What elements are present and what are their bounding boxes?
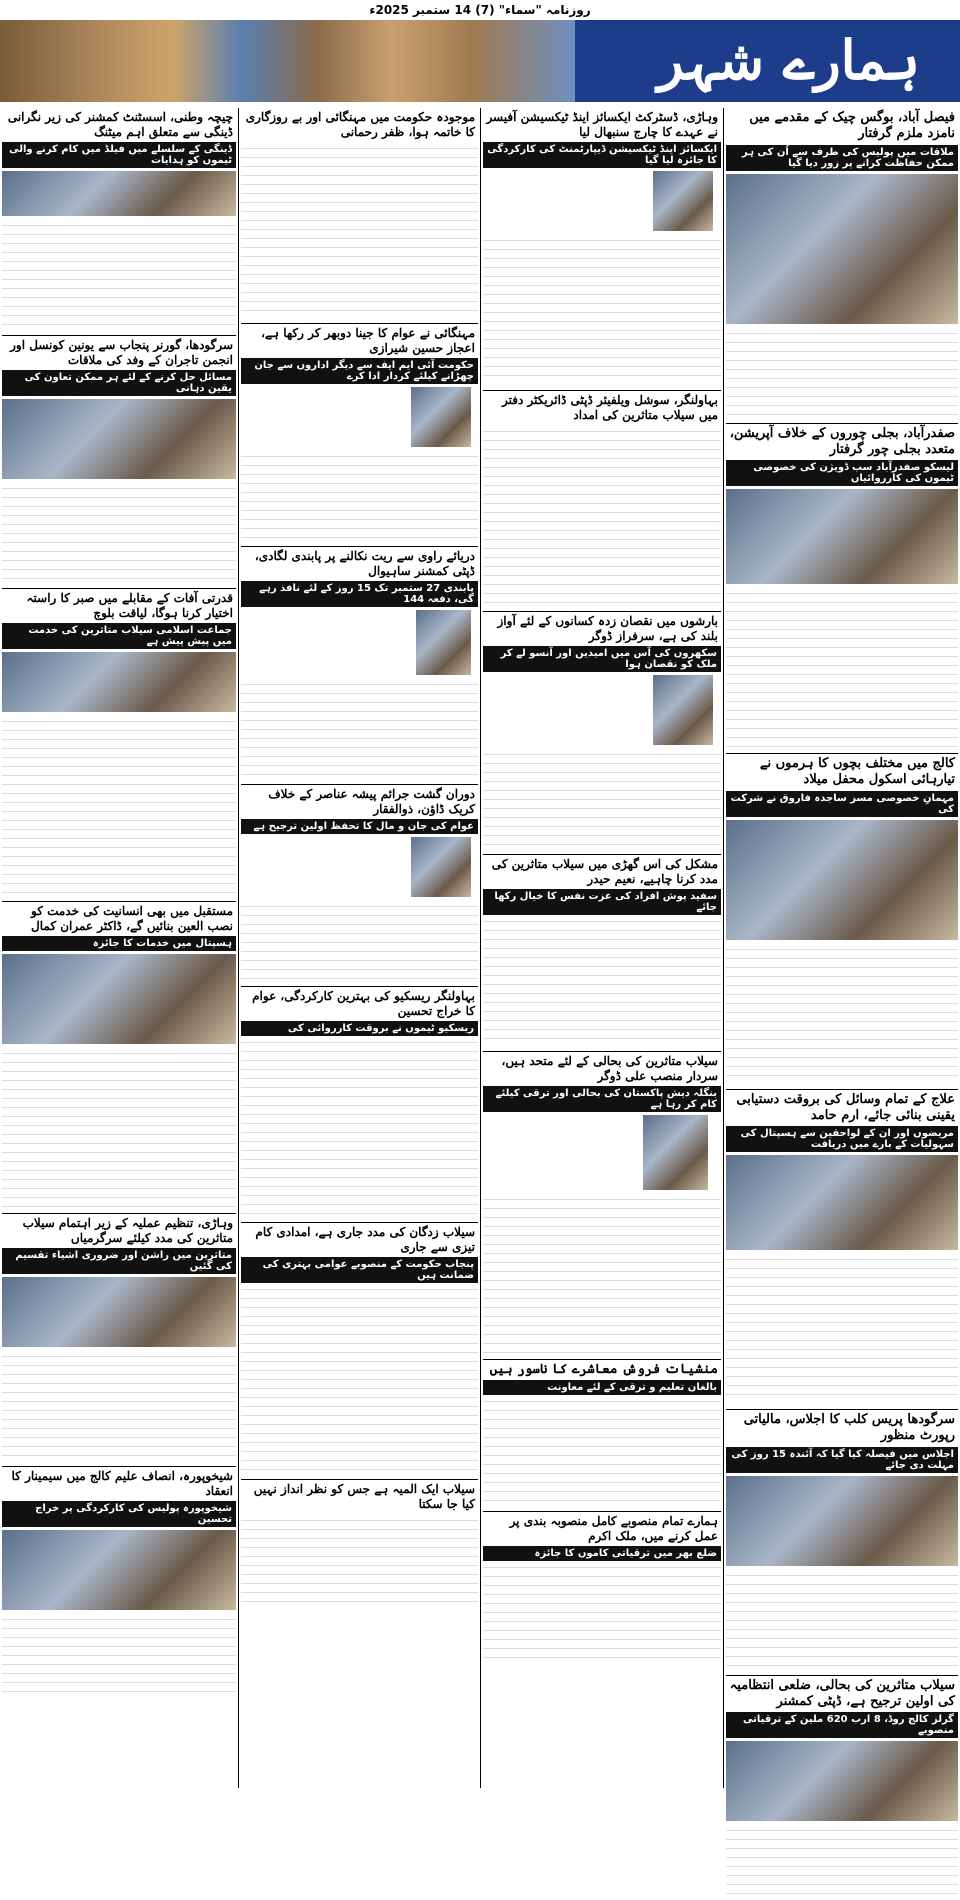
news-photo: [653, 675, 713, 745]
article-body: [726, 587, 958, 747]
headline: سیلاب زدگان کی مدد جاری ہے، امدادی کام تیزی سے جاری: [255, 1225, 475, 1254]
column-4: [2, 108, 236, 1699]
subheadline: گرلز کالج روڈ، 8 ارب 620 ملین کے ترقیاتی منصوبے: [726, 1712, 958, 1738]
city-collage-image: [0, 20, 575, 102]
article-body: [483, 915, 721, 1045]
column-divider: [238, 108, 239, 1788]
article: [241, 546, 478, 778]
article-body: [241, 1283, 478, 1473]
subheadline: پنجاب حکومت کے منصوبے عوامی بہتری کی ضمانت ہیں: [241, 1257, 478, 1283]
headline: مہنگائی نے عوام کا جینا دوبھر کر رکھا ہے، اعجاز حسین شیرازی: [261, 326, 475, 355]
article: [726, 1409, 958, 1669]
article: [2, 1213, 236, 1460]
subheadline: شیخوپورہ پولیس کی کارکردگی پر خراج تحسین: [2, 1501, 236, 1527]
article: [241, 108, 478, 317]
subheadline: ڈینگی کے سلسلے میں فیلڈ میں کام کرنے والی ٹیموں کو ہدایات: [2, 142, 236, 168]
article-body: [483, 748, 721, 848]
subheadline: عوام کی جان و مال کا تحفظ اولین ترجیح ہے: [241, 819, 478, 834]
news-photo: [411, 837, 471, 897]
headline: وہاڑی، تنظیم عملیہ کے زیر اہتمام سیلاب متاثرین کی مدد کیلئے سرگرمیاں: [22, 1216, 233, 1245]
article-body: [241, 450, 478, 540]
subheadline: متاثرین میں راشن اور ضروری اشیاء تقسیم کی گئیں: [2, 1248, 236, 1274]
news-photo: [726, 1476, 958, 1566]
news-photo: [411, 387, 471, 447]
headline: صفدرآباد، بجلی چوروں کے خلاف آپریشن، متعدد بجلی چور گرفتار: [729, 425, 955, 457]
news-photo: [2, 1277, 236, 1347]
article: [241, 1222, 478, 1473]
article-body: [241, 678, 478, 778]
headline: وہاڑی، ڈسٹرکٹ ایکسائز اینڈ ٹیکسیشن آفیسر نے عہدے کا چارج سنبھال لیا: [486, 110, 718, 139]
news-photo: [726, 1741, 958, 1821]
news-photo: [726, 820, 958, 940]
article-body: [241, 1036, 478, 1216]
headline: علاج کے تمام وسائل کی بروقت دستیابی یقینی بنائی جائے، ارم حامد: [736, 1091, 955, 1123]
article-body: [2, 1047, 236, 1207]
article: [2, 335, 236, 582]
headline: دریائے راوی سے ریت نکالنے پر پابندی لگادی، ڈپٹی کمشنر ساہیوال: [254, 549, 475, 578]
article-body: [483, 1395, 721, 1505]
subheadline: سکھروں کی آس میں امیدیں اور آنسو لے کر ملک کو نقصان ہوا: [483, 646, 721, 672]
article-body: [2, 482, 236, 582]
article: [483, 1511, 721, 1661]
news-photo: [726, 1155, 958, 1250]
subheadline: ضلع بھر میں ترقیاتی کاموں کا جائزہ: [483, 1546, 721, 1561]
news-photo: [2, 171, 236, 216]
headline: سرگودھا پریس کلب کا اجلاس، مالیاتی رپورٹ منظور: [743, 1412, 955, 1444]
headline: بہاولنگر ریسکیو کی بہترین کارکردگی، عوام کا خراج تحسین: [252, 989, 475, 1018]
news-photo: [2, 954, 236, 1044]
subheadline: لیسکو صفدرآباد سب ڈویژن کی خصوصی ٹیموں کی کارروائیاں: [726, 460, 958, 486]
article: [2, 588, 236, 895]
headline: بہاولنگر، سوشل ویلفیئر ڈپٹی ڈائریکٹر دفتر میں سیلاب متاثرین کی امداد: [501, 393, 718, 422]
headline: کالج میں مختلف بچوں کا ہرموں نے تیارہائی اسکول محفل میلاد: [759, 756, 955, 788]
article-body: [2, 715, 236, 895]
headline: منشیات فروش معاشرے کا ناسور ہیں: [489, 1362, 718, 1377]
article: [726, 108, 958, 417]
subheadline: اجلاس میں فیصلہ کیا گیا کہ آئندہ 15 روز کی مہلت دی جائے: [726, 1447, 958, 1473]
headline: سیلاب متاثرین کی بحالی کے لئے متحد ہیں، سردار منصب علی ڈوگر: [501, 1054, 718, 1083]
article: [483, 108, 721, 384]
subheadline: ہسپتال میں خدمات کا جائزہ: [2, 936, 236, 951]
news-photo: [2, 652, 236, 712]
headline: بارشوں میں نقصان زدہ کسانوں کے لئے آواز بلند کی ہے، سرفراز ڈوگر: [497, 614, 718, 643]
article: [241, 323, 478, 540]
section-title: ہمارے شہر: [657, 28, 920, 92]
article-body: [726, 1569, 958, 1669]
subheadline: حکومت آئی ایم ایف سے دیگر اداروں سے جان چھڑانے کیلئے کردار ادا کرے: [241, 358, 478, 384]
subheadline: جماعت اسلامی سیلاب متاثرین کی خدمت میں پیش پیش ہے: [2, 623, 236, 649]
article-body: [241, 1514, 478, 1604]
news-photo: [2, 399, 236, 479]
article-body: [483, 1561, 721, 1661]
news-photo: [653, 171, 713, 231]
headline: سیلاب متاثرین کی بحالی، ضلعی انتظامیہ کی اولین ترجیح ہے، ڈپٹی کمشنر: [729, 1677, 955, 1709]
article-body: [483, 1193, 721, 1353]
article: [483, 1051, 721, 1353]
headline: دوران گشت جرائم پیشہ عناصر کے خلاف کریک ڈاؤن، ذوالفقار: [268, 787, 475, 816]
subheadline: ملاقات میں پولیس کی طرف سے اُن کی ہر ممکن حفاظت کرانے پر زور دیا گیا: [726, 145, 958, 171]
column-2: [483, 108, 721, 1667]
article-body: [726, 1824, 958, 1894]
article-body: [726, 943, 958, 1083]
article: [483, 854, 721, 1045]
headline: مستقبل میں بھی انسانیت کی خدمت کو نصب العین بنائیں گے، ڈاکٹر عمران کمال: [31, 904, 233, 933]
article: [726, 1089, 958, 1404]
headline: چیچہ وطنی، اسسٹنٹ کمشنر کی زیر نگرانی ڈینگی سے متعلق اہم میٹنگ: [7, 110, 233, 139]
article: [2, 1466, 236, 1693]
news-photo: [416, 610, 471, 675]
subheadline: مریضوں اور ان کے لواحقین سے ہسپتال کی سہولیات کے بارے میں دریافت: [726, 1126, 958, 1152]
subheadline: مہمانِ خصوصی مسز ساجدہ فاروق نے شرکت کی: [726, 791, 958, 817]
news-photo: [2, 1530, 236, 1610]
article: [241, 1479, 478, 1604]
column-divider: [723, 108, 724, 1788]
article: [483, 390, 721, 605]
headline: سرگودھا، گورنر پنجاب سے یونین کونسل اور انجمن تاجران کے وفد کی ملاقات: [10, 338, 233, 367]
news-photo: [643, 1115, 708, 1190]
headline: موجودہ حکومت میں مہنگائی اور بے روزگاری کا خاتمہ ہوا، ظفر رحمانی: [245, 110, 475, 139]
article: [483, 1359, 721, 1505]
article: [726, 1675, 958, 1895]
article: [2, 108, 236, 329]
article: [241, 986, 478, 1216]
subheadline: ایکسائز اینڈ ٹیکسیشن ڈیپارٹمنٹ کی کارکردگی کا جائزہ لیا گیا: [483, 142, 721, 168]
article-body: [241, 900, 478, 980]
article-body: [726, 327, 958, 417]
subheadline: بنگلہ دیش پاکستان کی بحالی اور ترقی کیلئے کام کر رہا ہے: [483, 1086, 721, 1112]
dateline: روزنامہ "سماء" (7) 14 ستمبر 2025ء: [369, 3, 591, 17]
article: [483, 611, 721, 848]
article: [726, 753, 958, 1083]
news-photo: [726, 489, 958, 584]
headline: سیلاب ایک المیہ ہے جس کو نظر انداز نہیں کیا جا سکتا: [253, 1482, 475, 1511]
news-photo: [726, 174, 958, 324]
article: [2, 901, 236, 1207]
subheadline: ریسکیو ٹیموں نے بروقت کارروائی کی: [241, 1021, 478, 1036]
article-body: [2, 219, 236, 329]
article-body: [726, 1253, 958, 1403]
subheadline: بالغان تعلیم و ترقی کے لئے معاونت: [483, 1380, 721, 1395]
article-body: [2, 1350, 236, 1460]
column-3: [241, 108, 478, 1610]
column-1: [726, 108, 958, 1900]
headline: قدرتی آفات کے مقابلے میں صبر کا راستہ اختیار کرنا ہوگا، لیاقت بلوچ: [26, 591, 233, 620]
headline: شیخوپورہ، انصاف علیم کالج میں سیمینار کا انعقاد: [11, 1469, 233, 1498]
subheadline: مسائل حل کرنے کے لئے ہر ممکن تعاون کی یقین دہانی: [2, 370, 236, 396]
article-body: [483, 234, 721, 384]
subheadline: سفید پوش افراد کی عزت نفس کا خیال رکھا جائے: [483, 889, 721, 915]
article-body: [241, 142, 478, 317]
article-body: [2, 1613, 236, 1693]
article: [241, 784, 478, 980]
article-body: [483, 425, 721, 605]
headline: ہمارے تمام منصوبے کامل منصوبہ بندی پر عمل کرنے میں، ملک اکرم: [509, 1514, 718, 1544]
article: [726, 423, 958, 748]
column-divider: [480, 108, 481, 1788]
masthead: [0, 20, 960, 102]
headline: فیصل آباد، بوگس چیک کے مقدمے میں نامزد ملزم گرفتار: [749, 110, 955, 142]
subheadline: پابندی 27 ستمبر تک 15 روز کے لئے نافذ رہے گی، دفعہ 144: [241, 581, 478, 607]
headline: مشکل کی اس گھڑی میں سیلاب متاثرین کی مدد کرنا چاہیے، نعیم حیدر: [491, 857, 718, 886]
